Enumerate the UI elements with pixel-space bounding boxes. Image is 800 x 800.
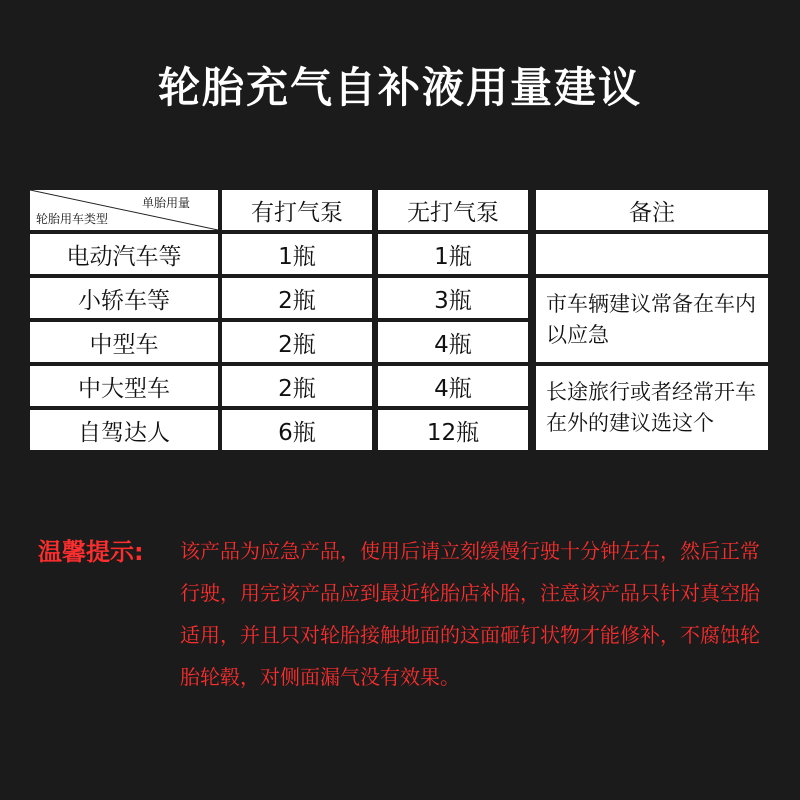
row-type: 自驾达人 (30, 410, 218, 450)
corner-label-vehicle-type: 轮胎用车类型 (36, 212, 109, 226)
corner-label-usage: 单胎用量 (141, 196, 190, 210)
header-notes: 备注 (536, 190, 768, 230)
row-without-pump: 12瓶 (378, 410, 528, 450)
page-title: 轮胎充气自补液用量建议 (157, 63, 642, 112)
note-cell-2: 市车辆建议常备在车内以应急 (536, 278, 768, 362)
tip-text: 该产品为应急产品，使用后请立刻缓慢行驶十分钟左右，然后正常行驶，用完该产品应到最近轮胎店补胎，注意该产品只针对真空胎适用，并且只对轮胎接触地面的这面砸钉状物才能修补，不腐蚀轮胎轮毂，对侧面漏气没有效果。 (180, 539, 760, 689)
note-cell-1 (536, 234, 768, 274)
row-type: 中大型车 (30, 366, 218, 406)
note-cell-3: 长途旅行或者经常开车在外的建议选这个 (536, 366, 768, 450)
row-with-pump: 6瓶 (222, 410, 372, 450)
row-with-pump: 2瓶 (222, 366, 372, 406)
row-type: 小轿车等 (30, 278, 218, 318)
row-without-pump: 4瓶 (378, 322, 528, 362)
row-type: 电动汽车等 (30, 234, 218, 274)
row-without-pump: 1瓶 (378, 234, 528, 274)
row-type: 中型车 (30, 322, 218, 362)
table-corner-header (30, 190, 218, 230)
row-with-pump: 2瓶 (222, 322, 372, 362)
header-with-pump: 有打气泵 (222, 190, 372, 230)
row-without-pump: 3瓶 (378, 278, 528, 318)
row-without-pump: 4瓶 (378, 366, 528, 406)
row-with-pump: 1瓶 (222, 234, 372, 274)
header-without-pump: 无打气泵 (378, 190, 528, 230)
row-with-pump: 2瓶 (222, 278, 372, 318)
tip-label: 温馨提示: (38, 538, 144, 566)
